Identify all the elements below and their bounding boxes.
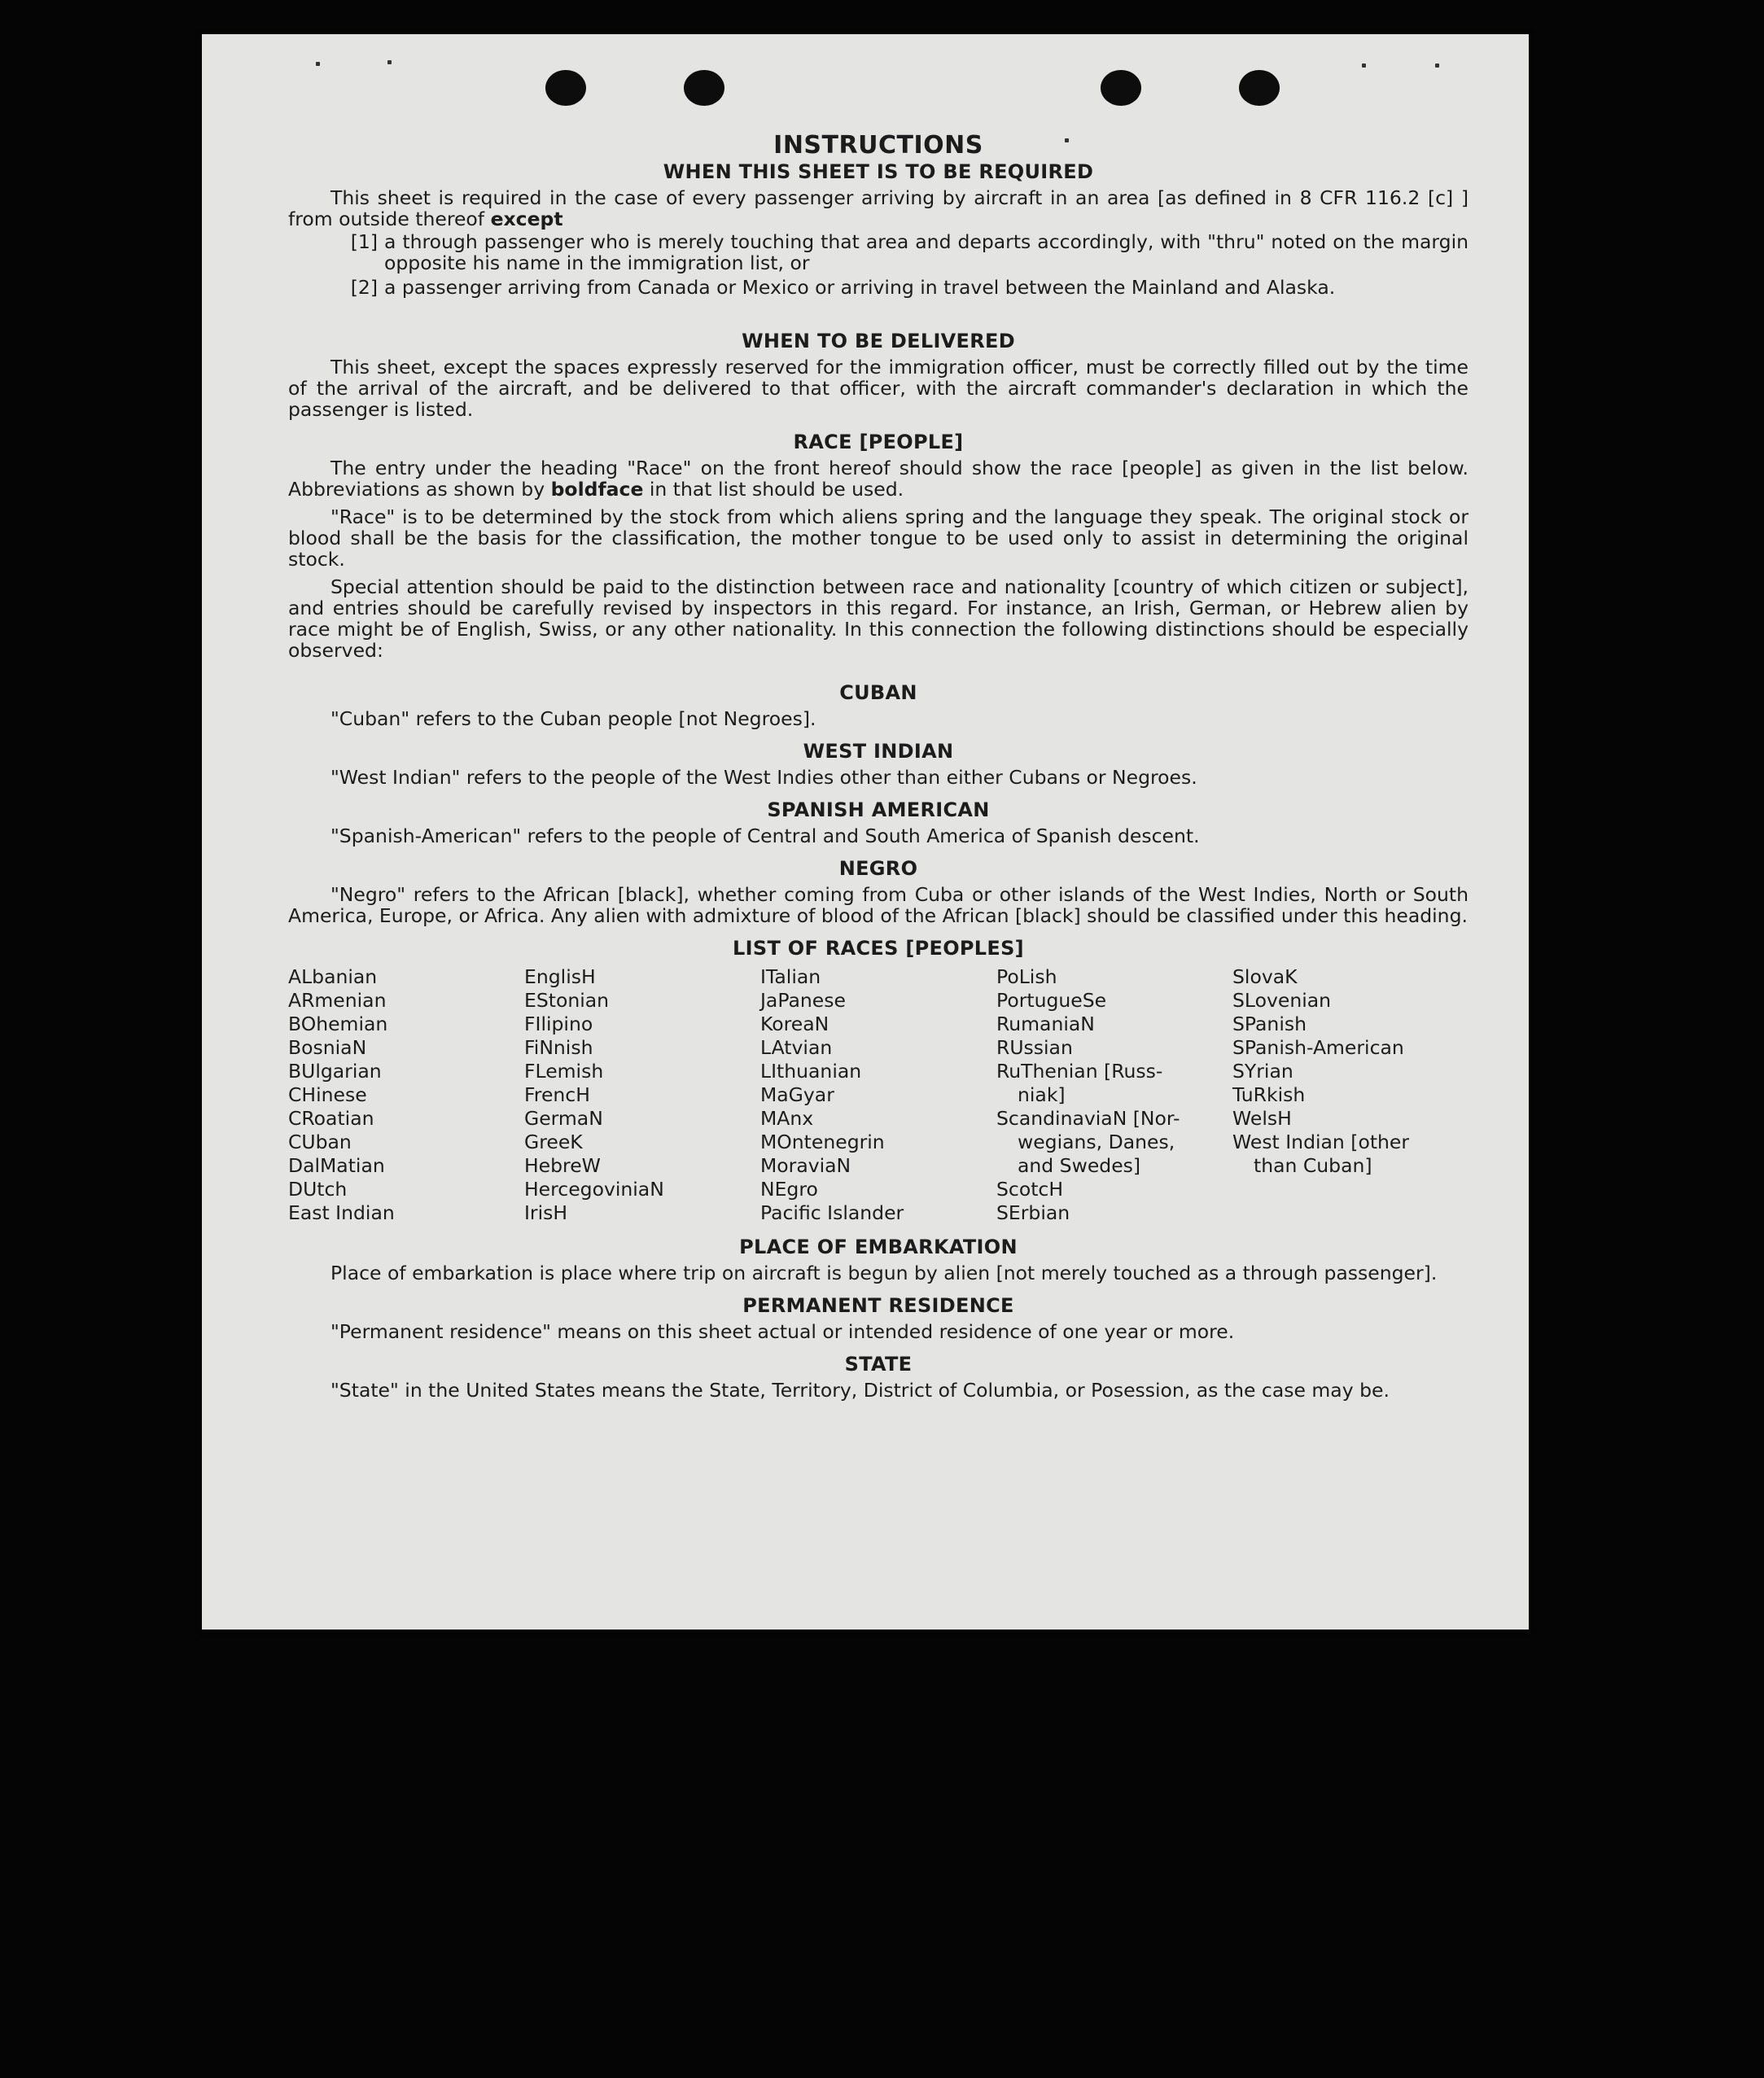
delivered-text: This sheet, except the spaces expressly reserved for the immigration officer, must be correctly filled out by the time of the arrival of the aircraft, and be delivered to that officer, with the aircraft commander's declaration in which the passenger is listed. xyxy=(288,356,1469,421)
races-column-3 xyxy=(760,965,996,1225)
heading-required: WHEN THIS SHEET IS TO BE REQUIRED xyxy=(663,160,1094,183)
race-entry: LIthuanian xyxy=(760,1060,862,1083)
race-entry: EnglisH xyxy=(524,965,596,988)
races-column-5 xyxy=(1232,965,1469,1225)
heading-delivered: WHEN TO BE DELIVERED xyxy=(742,330,1015,352)
race-entry: ITalian xyxy=(760,965,821,988)
race-entry: FIlipino xyxy=(524,1013,593,1035)
speck xyxy=(316,62,320,66)
race-entry: RumaniaN xyxy=(996,1013,1095,1035)
heading-races-list: LIST OF RACES [PEOPLES] xyxy=(733,937,1024,960)
race-entry: ALbanian xyxy=(288,965,378,988)
race-entry: GermaN xyxy=(524,1107,603,1130)
race-entry: MoraviaN xyxy=(760,1154,851,1177)
race-entry: FiNnish xyxy=(524,1036,593,1059)
race-para-1: The entry under the heading "Race" on the front hereof should show the race [people] as given in the list below. Abbreviations as shown by boldface in that list should be used. xyxy=(288,457,1469,501)
speck xyxy=(1435,63,1439,68)
race-entry: CHinese xyxy=(288,1083,367,1106)
race-entry: MaGyar xyxy=(760,1083,834,1106)
race-entry: CUban xyxy=(288,1131,352,1153)
race-entry-continued: wegians, Danes, xyxy=(1018,1131,1175,1153)
race-entry: East Indian xyxy=(288,1201,395,1224)
required-intro: This sheet is required in the case of every passenger arriving by aircraft in an area [as defined in 8 CFR 116.2 [c] ] from outside thereof except xyxy=(288,186,1469,230)
heading-race: RACE [PEOPLE] xyxy=(793,431,964,453)
race-entry: MOntenegrin xyxy=(760,1131,885,1153)
race-entry: CRoatian xyxy=(288,1107,374,1130)
state-text: "State" in the United States means the State, Territory, District of Columbia, or Posession, as the case may be. xyxy=(330,1379,1390,1402)
races-list xyxy=(288,965,1469,1225)
cuban-text: "Cuban" refers to the Cuban people [not Negroes]. xyxy=(330,707,816,730)
race-entry: JaPanese xyxy=(760,989,846,1012)
heading-cuban: CUBAN xyxy=(839,681,917,704)
race-entry-continued: niak] xyxy=(1018,1083,1066,1106)
race-entry: SLovenian xyxy=(1232,989,1332,1012)
race-entry: IrisH xyxy=(524,1201,568,1224)
race-entry: RUssian xyxy=(996,1036,1073,1059)
race-para-2: "Race" is to be determined by the stock from which aliens spring and the language they speak. The original stock or blood shall be the basis for the classification, the mother tongue to be used only to assist in determining the original stock. xyxy=(288,505,1469,571)
race-entry: SErbian xyxy=(996,1201,1070,1224)
race-entry: BOhemian xyxy=(288,1013,388,1035)
races-column-4 xyxy=(996,965,1232,1225)
race-entry: HercegoviniaN xyxy=(524,1178,664,1201)
punch-hole xyxy=(1101,70,1141,106)
race-entry: West Indian [other xyxy=(1232,1131,1410,1153)
heading-state: STATE xyxy=(844,1353,913,1376)
race-entry: TuRkish xyxy=(1232,1083,1306,1106)
race-entry: LAtvian xyxy=(760,1036,833,1059)
race-entry: EStonian xyxy=(524,989,610,1012)
heading-negro: NEGRO xyxy=(838,857,918,880)
embarkation-text: Place of embarkation is place where trip on aircraft is begun by alien [not merely touched as a through passenger]. xyxy=(330,1262,1438,1284)
heading-spanish-american: SPANISH AMERICAN xyxy=(767,798,990,821)
race-entry: KoreaN xyxy=(760,1013,829,1035)
race-entry: FrencH xyxy=(524,1083,590,1106)
race-entry-continued: than Cuban] xyxy=(1254,1154,1372,1177)
race-entry: FLemish xyxy=(524,1060,604,1083)
page-title: INSTRUCTIONS xyxy=(773,131,983,160)
negro-text: "Negro" refers to the African [black], whether coming from Cuba or other islands of the West Indies, North or South America, Europe, or Africa. Any alien with admixture of blood of the African [black] should be classified under this heading. xyxy=(288,883,1469,927)
race-entry: Pacific Islander xyxy=(760,1201,904,1224)
race-entry: BUlgarian xyxy=(288,1060,382,1083)
list-item: [1] a through passenger who is merely touching that area and departs accordingly, with "thru" noted on the margin opposite his name in the immigration list, or xyxy=(350,230,1469,274)
races-column-2 xyxy=(524,965,760,1225)
heading-embarkation: PLACE OF EMBARKATION xyxy=(739,1236,1018,1258)
race-entry: ScotcH xyxy=(996,1178,1064,1201)
race-entry: SYrian xyxy=(1232,1060,1293,1083)
race-entry: SPanish xyxy=(1232,1013,1307,1035)
race-entry: ARmenian xyxy=(288,989,387,1012)
spanish-american-text: "Spanish-American" refers to the people of Central and South America of Spanish descent. xyxy=(330,825,1200,847)
speck xyxy=(1362,63,1366,68)
race-entry: ScandinaviaN [Nor- xyxy=(996,1107,1180,1130)
races-column-1 xyxy=(288,965,524,1225)
speck xyxy=(387,60,392,64)
residence-text: "Permanent residence" means on this sheet actual or intended residence of one year or more. xyxy=(330,1320,1235,1343)
race-entry: SlovaK xyxy=(1232,965,1298,988)
punch-hole xyxy=(684,70,724,106)
document-page xyxy=(202,34,1529,1630)
heading-west-indian: WEST INDIAN xyxy=(803,740,954,763)
race-entry: PortugueSe xyxy=(996,989,1107,1012)
list-item: [2] a passenger arriving from Canada or Mexico or arriving in travel between the Mainland and Alaska. xyxy=(350,276,1336,299)
race-entry: WelsH xyxy=(1232,1107,1292,1130)
race-entry: DalMatian xyxy=(288,1154,385,1177)
punch-hole xyxy=(1239,70,1280,106)
race-entry: RuThenian [Russ- xyxy=(996,1060,1163,1083)
race-entry: NEgro xyxy=(760,1178,818,1201)
race-entry: HebreW xyxy=(524,1154,601,1177)
race-entry: BosniaN xyxy=(288,1036,367,1059)
race-entry: GreeK xyxy=(524,1131,583,1153)
race-para-3: Special attention should be paid to the distinction between race and nationality [country of which citizen or subject], and entries should be carefully revised by inspectors in this regard. For instance, an Irish, German, or Hebrew alien by race might be of English, Swiss, or any other nationality. In this connection the following distinctions should be especially observed: xyxy=(288,575,1469,662)
race-entry: MAnx xyxy=(760,1107,814,1130)
required-items xyxy=(288,231,1469,298)
heading-residence: PERMANENT RESIDENCE xyxy=(742,1294,1014,1317)
instructions-content xyxy=(288,131,1469,1402)
race-entry-continued: and Swedes] xyxy=(1018,1154,1141,1177)
race-entry: PoLish xyxy=(996,965,1057,988)
race-entry: DUtch xyxy=(288,1178,348,1201)
race-entry: SPanish-American xyxy=(1232,1036,1404,1059)
punch-hole xyxy=(545,70,586,106)
west-indian-text: "West Indian" refers to the people of the West Indies other than either Cubans or Negroes. xyxy=(330,766,1197,789)
